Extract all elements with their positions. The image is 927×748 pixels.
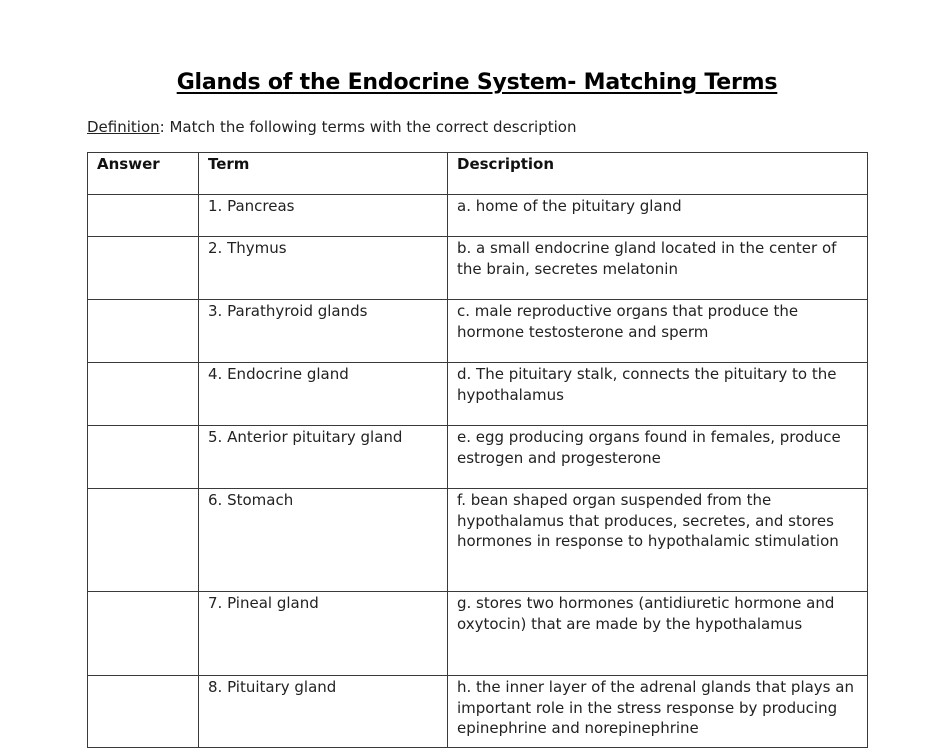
term-cell: 1. Pancreas xyxy=(199,195,448,237)
table-row xyxy=(88,592,868,676)
term-cell: 7. Pineal gland xyxy=(199,592,448,676)
page-title: Glands of the Endocrine System- Matching Terms xyxy=(176,70,778,95)
answer-cell[interactable] xyxy=(88,363,199,426)
header-term: Term xyxy=(199,153,448,195)
term-cell: 2. Thymus xyxy=(199,237,448,300)
table-row xyxy=(88,237,868,300)
table-row xyxy=(88,676,868,748)
description-cell: e. egg producing organs found in females, produce estrogen and progesterone xyxy=(448,426,868,489)
answer-cell[interactable] xyxy=(88,592,199,676)
answer-cell[interactable] xyxy=(88,237,199,300)
term-cell: 6. Stomach xyxy=(199,489,448,592)
description-cell: g. stores two hormones (antidiuretic hormone and oxytocin) that are made by the hypothalamus xyxy=(448,592,868,676)
table-row xyxy=(88,363,868,426)
definition-text: : Match the following terms with the correct description xyxy=(159,118,577,136)
term-cell: 3. Parathyroid glands xyxy=(199,300,448,363)
header-description: Description xyxy=(448,153,868,195)
table-row xyxy=(88,426,868,489)
answer-cell[interactable] xyxy=(88,300,199,363)
description-cell: h. the inner layer of the adrenal glands that plays an important role in the stress response by producing epinephrine and norepinephrine xyxy=(448,676,868,748)
header-answer: Answer xyxy=(88,153,199,195)
table-row xyxy=(88,195,868,237)
term-cell: 4. Endocrine gland xyxy=(199,363,448,426)
answer-cell[interactable] xyxy=(88,676,199,748)
answer-cell[interactable] xyxy=(88,195,199,237)
term-cell: 8. Pituitary gland xyxy=(199,676,448,748)
description-cell: c. male reproductive organs that produce the hormone testosterone and sperm xyxy=(448,300,868,363)
answer-cell[interactable] xyxy=(88,426,199,489)
description-cell: a. home of the pituitary gland xyxy=(448,195,868,237)
table-row xyxy=(88,489,868,592)
definition-instruction xyxy=(87,118,576,136)
description-cell: b. a small endocrine gland located in the center of the brain, secretes melatonin xyxy=(448,237,868,300)
description-cell: d. The pituitary stalk, connects the pituitary to the hypothalamus xyxy=(448,363,868,426)
matching-table xyxy=(87,152,868,748)
description-cell: f. bean shaped organ suspended from the hypothalamus that produces, secretes, and stores hormones in response to hypothalamic stimulation xyxy=(448,489,868,592)
table-row xyxy=(88,300,868,363)
table-header-row xyxy=(88,153,868,195)
answer-cell[interactable] xyxy=(88,489,199,592)
term-cell: 5. Anterior pituitary gland xyxy=(199,426,448,489)
definition-label: Definition xyxy=(87,118,160,136)
